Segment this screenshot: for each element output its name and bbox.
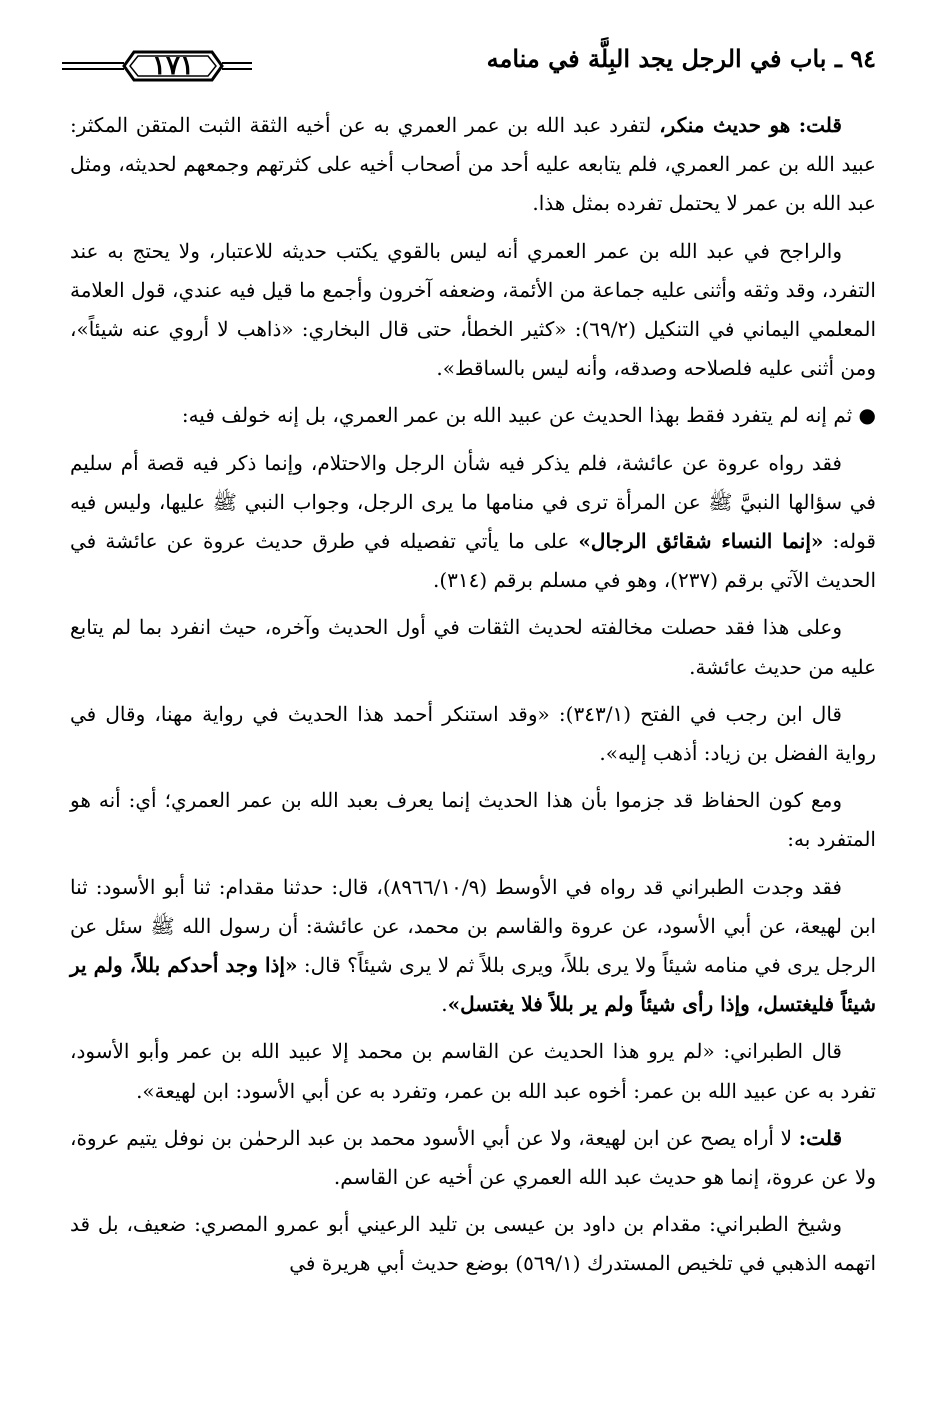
paragraph-text: فقد وجدت الطبراني قد رواه في الأوسط (٨٩٦٦/١٠/٩)، قال: حدثنا مقدام: ثنا أبو الأسود: ثنا ابن لهيعة، عن أبي الأسود، عن عروة والقاسم بن محمد، عن عائشة: أن رسول الله ﷺ سئل عن الرجل يرى في منامه شيئاً ولا يرى بللاً، ويرى بللاً ثم لا يرى شيئاً؟ قال: (70, 874, 876, 978)
paragraph-1 (70, 106, 876, 224)
paragraph-8 (70, 868, 876, 1025)
bold-lead: قلت: هو حديث منكر، (659, 113, 842, 137)
paragraph-text-after: على ما يأتي تفصيله في طرق حديث عروة عن عائشة في الحديث الآتي برقم (٢٣٧)، وهو في مسلم برقم (٣١٤). (70, 529, 876, 593)
bold-lead: قلت: (798, 1125, 842, 1150)
paragraph-text: لتفرد عبد الله بن عمر العمري به عن أخيه الثقة الثبت المتقن المكثر: عبيد الله بن عمر العمري، فلم يتابعه عليه أحد من أصحاب أخيه على كثرتهم وجمعهم لحديثه، ومثل عبد الله بن عمر لا يحتمل تفرده بمثل هذا. (70, 113, 876, 216)
paragraph-text-after: . (441, 992, 448, 1017)
page-header (62, 40, 876, 88)
paragraph-4 (70, 444, 876, 601)
paragraph-10 (70, 1119, 876, 1197)
paragraph-2: والراجح في عبد الله بن عمر العمري أنه ليس بالقوي يكتب حديثه للاعتبار، ولا يحتج به عند التفرد، وقد وثقه وأثنى عليه جماعة من الأئمة، وضعفه آخرون وأجمع ما قيل فيه عندي، قول العلامة المعلمي اليماني في التنكيل (٦٩/٢): «كثير الخطأ، حتى قال البخاري: «ذاهب لا أروي عنه شيئاً»، ومن أثنى عليه فلصلاحه وصدقه، وأنه ليس بالساقط». (70, 238, 876, 381)
page-number-ornament (62, 48, 252, 84)
bold-hadith: «إذا وجد أحدكم بللاً، ولم ير شيئاً فليغتسل، وإذا رأى شيئاً ولم ير بللاً فلا يغتسل» (70, 953, 876, 1017)
paragraph-11: وشيخ الطبراني: مقدام بن داود بن عيسى بن تليد الرعيني أبو عمرو المصري: ضعيف، بل قد اتهمه الذهبي في تلخيص المستدرك (٥٦٩/١) بوضع حديث أبي هريرة في (70, 1212, 876, 1276)
paragraph-3: ● ثم إنه لم يتفرد فقط بهذا الحديث عن عبيد الله بن عمر العمري، بل إنه خولف فيه: (181, 403, 876, 428)
paragraph-7: ومع كون الحفاظ قد جزموا بأن هذا الحديث إنما يعرف بعبد الله بن عمر العمري؛ أي: أنه هو المتفرد به: (70, 788, 876, 852)
paragraph-9: قال الطبراني: «لم يرو هذا الحديث عن القاسم بن محمد إلا عبيد الله بن عمر وأبو الأسود، تفرد به عن عبيد الله بن عمر: أخوه عبد الله بن عمر، وتفرد به عن أبي الأسود: ابن لهيعة». (70, 1039, 876, 1103)
paragraph-5: وعلى هذا فقد حصلت مخالفته لحديث الثقات في أول الحديث وآخره، حيث انفرد بما لم يتابع عليه من حديث عائشة. (70, 615, 876, 679)
bold-quote: «إنما النساء شقائق الرجال» (578, 529, 824, 554)
paragraph-text: لا أراه يصح عن ابن لهيعة، ولا عن أبي الأسود محمد بن عبد الرحمٰن بن نوفل يتيم عروة، ولا عن عروة، إنما هو حديث عبد الله العمري عن أخيه عن القاسم. (70, 1125, 876, 1190)
page-number: ١٧١ (152, 51, 194, 81)
chapter-title: ٩٤ ـ باب في الرجل يجد البِلَّة في منامه (486, 44, 876, 73)
paragraph-6: قال ابن رجب في الفتح (٣٤٣/١): «وقد استنكر أحمد هذا الحديث في رواية مهنا، وقال في رواية الفضل بن زياد: أذهب إليه». (70, 701, 876, 766)
paragraph-text: فقد رواه عروة عن عائشة، فلم يذكر فيه شأن الرجل والاحتلام، وإنما ذكر فيه قصة أم سليم في سؤالها النبيَّ ﷺ عن المرأة ترى في منامها ما يرى الرجل، وجواب النبي ﷺ عليها، وليس فيه قوله: (70, 450, 876, 554)
page-body (70, 106, 876, 1284)
